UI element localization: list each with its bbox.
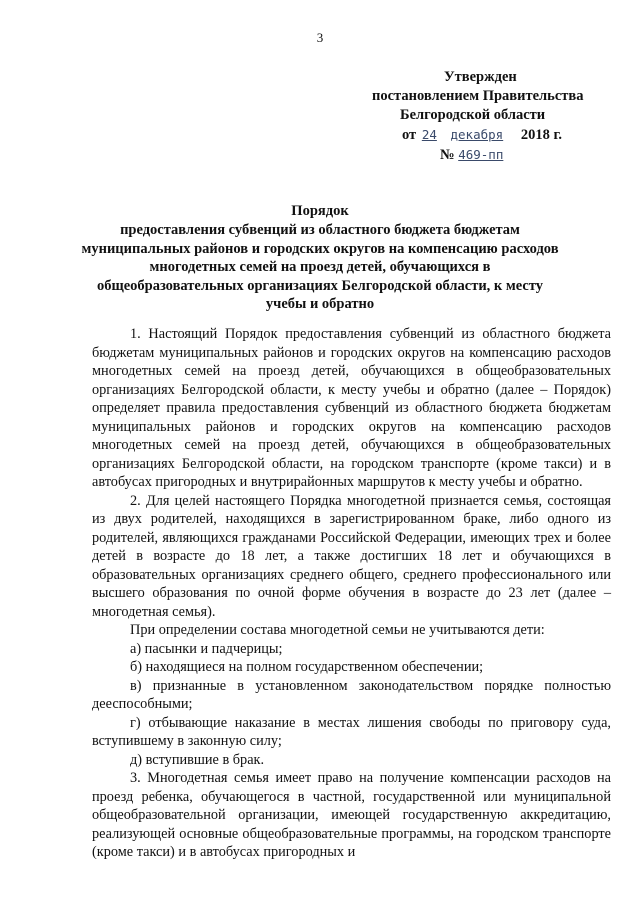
approval-number	[360, 145, 610, 165]
date-year: 2018 г.	[520, 127, 563, 143]
paragraph: 1. Настоящий Порядок предоставления субвенций из областного бюджета бюджетам муниципальных районов и городских округов на компенсацию расходов многодетных семей на проезд детей, обучающихся в общеобразовательных организациях Белгородской области, к месту учебы и обратно (далее – Порядок) определяет правила предоставления субвенций из областного бюджета бюджетам муниципальных районов и городских округов на компенсацию расходов многодетных семей на проезд детей, обучающихся в общеобразовательных организациях Белгородской области, на городском транспорте (кроме такси) и в автобусах пригородных и внутрирайонных маршрутов к месту учебы и обратно.	[92, 326, 611, 490]
list-item: д) вступившие в брак.	[130, 751, 265, 768]
list-item: а) пасынки и падчерицы;	[130, 640, 283, 657]
list-item: г) отбывающие наказание в местах лишения свободы по приговору суда, вступившему в законную силу;	[92, 714, 611, 749]
document-title: Порядок	[291, 203, 349, 219]
date-month: декабря	[450, 127, 504, 142]
approval-line: постановлением Правительства	[372, 88, 584, 104]
approval-date	[360, 125, 610, 145]
approval-line: Белгородской области	[400, 107, 546, 123]
approval-block	[360, 68, 610, 165]
number-value: 469-пп	[458, 147, 504, 162]
date-prefix: от	[402, 127, 417, 143]
number-prefix: №	[440, 147, 455, 163]
page-number: 3	[316, 30, 324, 45]
document-body	[92, 325, 611, 862]
approval-line: Утвержден	[444, 69, 517, 85]
list-item: в) признанные в установленном законодательством порядке полностью дееспособными;	[92, 677, 611, 712]
paragraph: При определении состава многодетной семьи не учитываются дети:	[130, 622, 545, 638]
document-subtitle: предоставления субвенций из областного бюджета бюджетам муниципальных районов и городских округов на компенсацию расходов многодетных семей на проезд детей, обучающихся в общеобразовательных организациях Белгородской области, к месту учебы и обратно	[81, 222, 559, 312]
paragraph: 3. Многодетная семья имеет право на получение компенсации расходов на проезд ребенка, обучающегося в частной, государственной или муниципальной общеобразовательной организации, имеющей государственную аккредитацию, реализующей основные общеобразовательные программы, на городском транспорте (кроме такси) и в автобусах пригородных и	[92, 770, 611, 860]
paragraph: 2. Для целей настоящего Порядка многодетной признается семья, состоящая из двух родителей, находящихся в зарегистрированном браке, либо одного из родителей, являющихся гражданами Российской Федерации, имеющих трех и более детей в возрасте до 18 лет, а также достигших 18 лет и обучающихся в образовательных организациях среднего общего, среднего профессионального или высшего образования по очной форме обучения в возрасте до 23 лет (далее – многодетная семья).	[92, 492, 611, 620]
list-item: б) находящиеся на полном государственном обеспечении;	[130, 659, 484, 675]
date-day: 24	[421, 127, 437, 142]
